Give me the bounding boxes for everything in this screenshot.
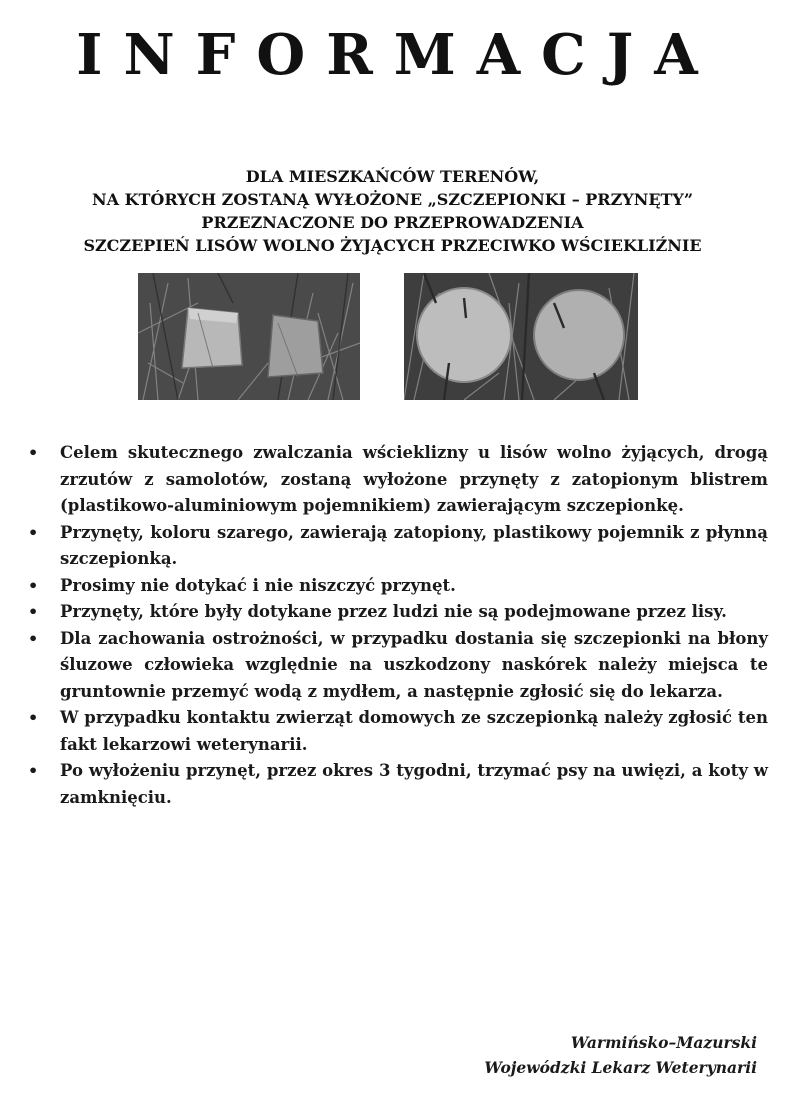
- list-item: [28, 440, 768, 520]
- bullet-icon: •: [28, 522, 39, 542]
- photo-bait-cubes-in-grass: [138, 273, 360, 400]
- list-item-text: Celem skutecznego zwalczania wścieklizny u lisów wolno żyjących, drogą zrzutów z samolotów, zostaną wyłożone przynęty z zatopionym blistrem (plastikowo-aluminiowym pojemnikiem) zawierającym szczepionkę.: [60, 443, 768, 515]
- signature-line-1: Warmińsko–Mazurski: [570, 1033, 757, 1052]
- bullet-icon: •: [28, 761, 39, 780]
- list-item: [28, 573, 768, 600]
- information-list: [28, 440, 768, 811]
- list-item-text: Przynęty, koloru szarego, zawierają zatopiony, plastikowy pojemnik z płynną szczepionką.: [60, 522, 768, 568]
- list-item-text: Przynęty, które były dotykane przez ludzi nie są podejmowane przez lisy.: [60, 602, 727, 621]
- bullet-icon: •: [28, 602, 39, 621]
- subtitle: [0, 165, 785, 257]
- bullet-icon: •: [28, 628, 39, 648]
- list-item-text: Prosimy nie dotykać i nie niszczyć przynęt.: [60, 575, 456, 595]
- list-item-text: W przypadku kontaktu zwierząt domowych ze szczepionką należy zgłosić ten fakt lekarzowi weterynarii.: [60, 708, 768, 754]
- signature: [484, 1030, 757, 1080]
- list-item: [28, 599, 768, 626]
- subtitle-line-2: NA KTÓRYCH ZOSTANĄ WYŁOŻONE „SZCZEPIONKI – PRZYNĘTY”: [91, 190, 694, 209]
- list-item: [28, 758, 768, 811]
- list-item: [28, 705, 768, 758]
- list-item: [28, 626, 768, 706]
- list-item-text: Dla zachowania ostrożności, w przypadku dostania się szczepionki na błony śluzowe człowieka względnie na uszkodzony naskórek należy miejsca te gruntownie przemyć wodą z mydłem, a następnie zgłosić się do lekarza.: [60, 628, 768, 701]
- list-item: [28, 520, 768, 573]
- bullet-icon: •: [28, 443, 39, 462]
- list-item-text: Po wyłożeniu przynęt, przez okres 3 tygodni, trzymać psy na uwięzi, a koty w zamknięciu.: [60, 761, 768, 807]
- page-title: INFORMACJA: [76, 22, 719, 88]
- bullet-icon: •: [28, 708, 39, 727]
- signature-line-2: Wojewódzki Lekarz Weterynarii: [484, 1058, 757, 1077]
- photo-bait-discs-in-grass: [404, 273, 638, 400]
- subtitle-line-1: DLA MIESZKAŃCÓW TERENÓW,: [245, 167, 540, 186]
- subtitle-line-3: PRZEZNACZONE DO PRZEPROWADZENIA: [201, 213, 584, 232]
- bullet-icon: •: [28, 575, 39, 595]
- subtitle-line-4: SZCZEPIEŃ LISÓW WOLNO ŻYJĄCYCH PRZECIWKO WŚCIEKLIŹNIE: [83, 236, 702, 255]
